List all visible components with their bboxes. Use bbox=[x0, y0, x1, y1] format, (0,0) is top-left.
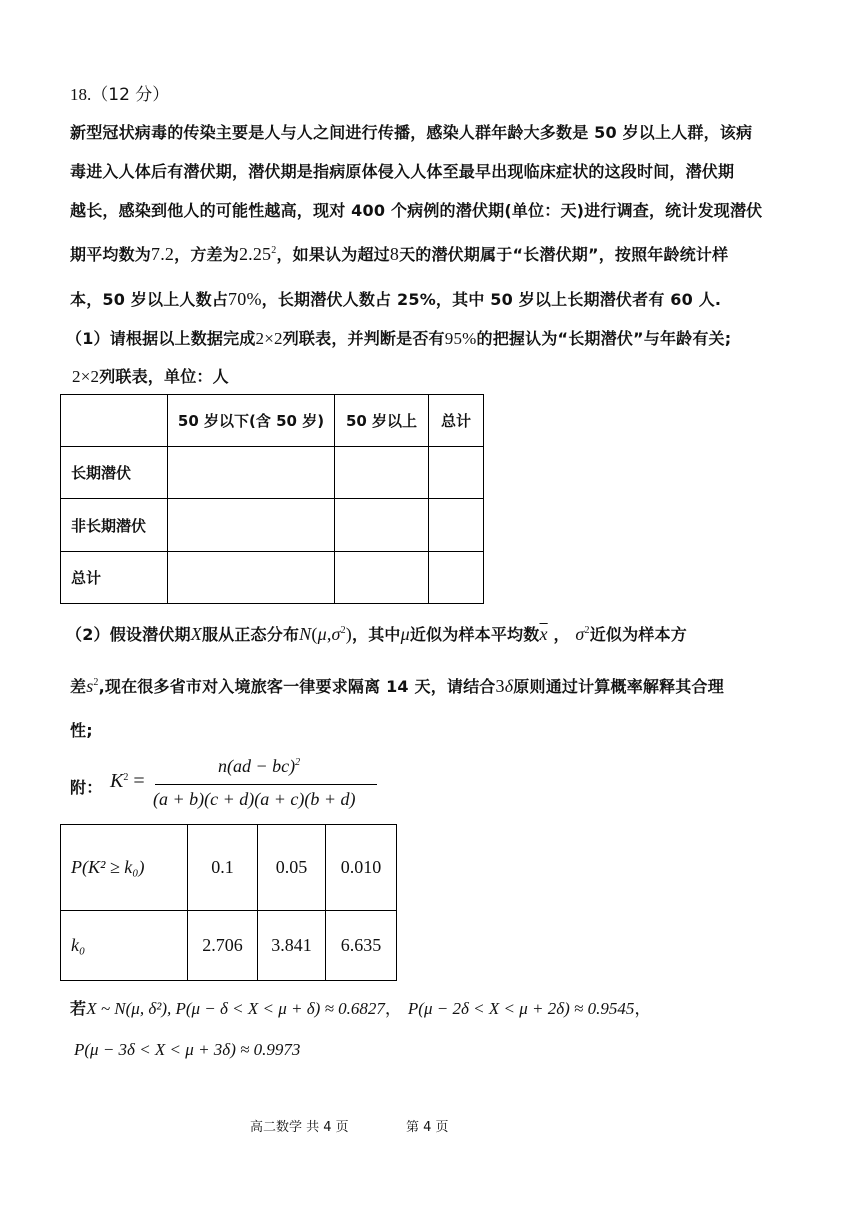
col-header: 总计 bbox=[429, 395, 484, 447]
table-cell bbox=[429, 552, 484, 604]
col-header: 50 岁以下(含 50 岁) bbox=[168, 395, 335, 447]
table-cell bbox=[429, 447, 484, 499]
table-cell bbox=[168, 447, 335, 499]
col-header: 50 岁以上 bbox=[335, 395, 429, 447]
table-caption: 2×2列联表，单位：人 bbox=[72, 367, 229, 386]
contingency-table bbox=[60, 394, 484, 604]
intro-line-5: 本，50 岁以上人数占70%，长期潜伏人数占 25%，其中 50 岁以上长期潜伏者有 60 人. bbox=[70, 289, 722, 309]
p-label: P(K² ≥ k₀) bbox=[61, 825, 188, 911]
normal-expr-3: P(μ − 3δ < X < μ + 3δ) ≈ 0.9973 bbox=[74, 1040, 301, 1059]
table-cell bbox=[335, 499, 429, 552]
footer-left: 高二数学 共 4 页 bbox=[250, 1120, 349, 1135]
fraction-bar bbox=[155, 784, 377, 785]
mean-value: 7.2 bbox=[151, 244, 175, 264]
part2-line-2: 差$s^2$,现在很多省市对入境旅客一律要求隔离 14 天，请结合3δ原则通过计算概率解释其合理 bbox=[70, 676, 724, 696]
p-value: 0.05 bbox=[258, 825, 326, 911]
over50-percent: 70% bbox=[228, 289, 262, 309]
intro-line-2: 毒进入人体后有潜伏期，潜伏期是指病原体侵入人体至最早出现临床症状的这段时间，潜伏期 bbox=[70, 162, 735, 181]
p-value: 0.010 bbox=[326, 825, 397, 911]
k0-value: 3.841 bbox=[258, 911, 326, 981]
k0-label: k₀ bbox=[61, 911, 188, 981]
k0-value: 2.706 bbox=[188, 911, 258, 981]
table-cell bbox=[335, 447, 429, 499]
row-header: 长期潜伏 bbox=[61, 447, 168, 499]
p-value: 0.1 bbox=[188, 825, 258, 911]
k0-value: 6.635 bbox=[326, 911, 397, 981]
normal-line-1: 若X ~ N(μ, δ²), P(μ − δ < X < μ + δ) ≈ 0.6827， P(μ − 2δ < X < μ + 2δ) ≈ 0.9545， bbox=[70, 999, 652, 1019]
footer-right: 第 4 页 bbox=[406, 1120, 449, 1135]
question-points: （12 分） bbox=[91, 85, 170, 105]
table-cell bbox=[168, 552, 335, 604]
part2-line-1: （2）假设潜伏期X服从正态分布$N(\mu,\sigma^2)$，其中μ近似为样本平均数$\overline{x}$ ， $\sigma^2$近似为样本方 bbox=[66, 624, 687, 644]
table-cell bbox=[168, 499, 335, 552]
intro-line-3: 越长，感染到他人的可能性越高，现对 400 个病例的潜伏期(单位：天)进行调查，统计发现潜伏 bbox=[70, 201, 763, 220]
table-cell bbox=[335, 552, 429, 604]
part1-prompt: （1）请根据以上数据完成2×2列联表，并判断是否有95%的把握认为“长期潜伏”与年龄有关; bbox=[66, 329, 732, 348]
table-dim: 2×2 bbox=[255, 329, 283, 348]
appendix-label: 附： bbox=[70, 778, 103, 797]
question-heading bbox=[70, 80, 169, 105]
intro-line-1: 新型冠状病毒的传染主要是人与人之间进行传播，感染人群年龄大多数是 50 岁以上人群，该病 bbox=[70, 123, 753, 142]
part2-line-3: 性; bbox=[70, 721, 93, 740]
intro-line-4: 期平均数为7.2，方差为2.25$^2$，如果认为超过8天的潜伏期属于“长潜伏期”，按照年龄统计样 bbox=[70, 244, 729, 264]
critical-value-table bbox=[60, 824, 397, 981]
formula-numerator: n(ad − bc)$^2$ bbox=[218, 756, 301, 776]
variance-value: 2.25$^2$ bbox=[238, 244, 277, 264]
row-header: 非长期潜伏 bbox=[61, 499, 168, 552]
row-header: 总计 bbox=[61, 552, 168, 604]
table-corner bbox=[61, 395, 168, 447]
formula-denominator: (a + b)(c + d)(a + c)(b + d) bbox=[153, 789, 356, 809]
question-number: 18. bbox=[70, 85, 92, 104]
days-threshold: 8 bbox=[389, 244, 400, 264]
normal-expr-1: X ~ N(μ, δ²), P(μ − δ < X < μ + δ) ≈ 0.6827 bbox=[86, 999, 385, 1018]
normal-expr-2: P(μ − 2δ < X < μ + 2δ) ≈ 0.9545 bbox=[407, 999, 635, 1018]
confidence-percent: 95% bbox=[444, 329, 477, 348]
k2-symbol: $K^2$ = bbox=[110, 770, 145, 792]
table-cell bbox=[429, 499, 484, 552]
